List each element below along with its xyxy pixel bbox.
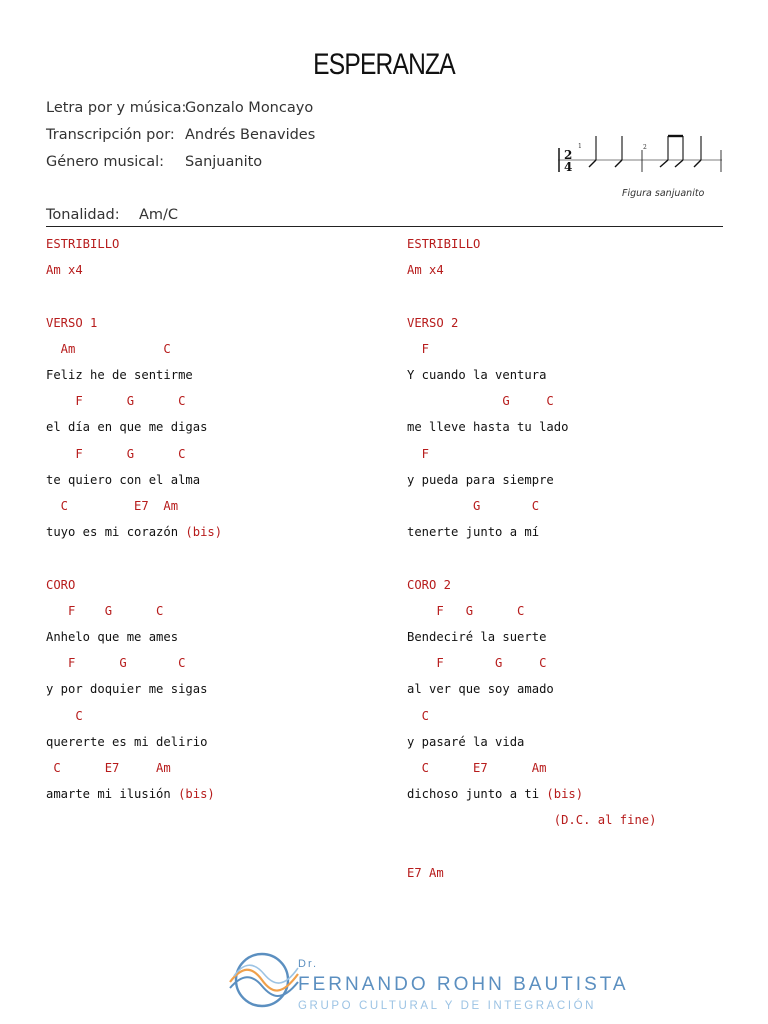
lyrics-value: Gonzalo Moncayo xyxy=(185,100,314,116)
transcription-value: Andrés Benavides xyxy=(185,127,316,143)
chord-line: F xyxy=(407,446,430,461)
lyric-line: al ver que soy amado xyxy=(407,682,554,697)
lyric-line: y pasaré la vida xyxy=(407,734,525,749)
repeat-marker: (bis) xyxy=(546,787,584,802)
lyric-line: te quiero con el alma xyxy=(46,472,201,487)
lyric-line: tuyo es mi corazón (bis) xyxy=(46,525,223,540)
repeat-marker: (bis) xyxy=(185,525,223,540)
repeat-marker: (bis) xyxy=(178,787,215,802)
logo-emblem xyxy=(228,952,300,1008)
chord-line: F G C xyxy=(46,446,186,461)
lyric-line: Bendeciré la suerte xyxy=(407,630,547,644)
chord-line: G C xyxy=(407,394,554,409)
chord-line: F G C xyxy=(46,603,164,618)
chord-line: Am C xyxy=(46,341,171,356)
chord-line: C xyxy=(407,708,430,723)
lyrics-label: Letra por y música: xyxy=(46,100,187,116)
rhythm-figure xyxy=(556,132,726,180)
chord-line: F G C xyxy=(46,394,186,409)
chord-line: VERSO 1 xyxy=(46,315,98,330)
chord-line: C E7 Am xyxy=(46,761,171,775)
key-label: Tonalidad: xyxy=(46,207,120,223)
lyric-line: amarte mi ilusión (bis) xyxy=(46,787,215,802)
lyric-line: Y cuando la ventura xyxy=(407,368,547,382)
lyric-line: tenerte junto a mí xyxy=(407,525,540,540)
lyric-line: quererte es mi delirio xyxy=(46,734,208,749)
time-signature-top: 2 xyxy=(564,148,573,162)
chord-line: (D.C. al fine) xyxy=(407,813,657,828)
lyric-line: me lleve hasta tu lado xyxy=(407,420,569,435)
lyric-line: y pueda para siempre xyxy=(407,472,554,487)
lyric-line: el día en que me digas xyxy=(46,420,208,435)
song-title: ESPERANZA xyxy=(313,48,455,81)
rhythm-caption: Figura sanjuanito xyxy=(622,188,705,199)
logo-text-subtitle: GRUPO CULTURAL Y DE INTEGRACIÓN xyxy=(298,1000,597,1012)
logo-text-dr: Dr. xyxy=(298,958,319,970)
beat-number-2: 2 xyxy=(643,144,647,151)
genre-value: Sanjuanito xyxy=(185,154,263,170)
chord-line: CORO 2 xyxy=(407,577,452,592)
lyric-line: dichoso junto a ti (bis) xyxy=(407,787,584,802)
logo-text-name: FERNANDO ROHN BAUTISTA xyxy=(298,974,629,995)
genre-label: Género musical: xyxy=(46,154,165,170)
chord-line: VERSO 2 xyxy=(407,315,459,330)
chord-line: Am x4 xyxy=(46,263,83,278)
lyric-line: Feliz he de sentirme xyxy=(46,368,193,382)
chord-line: E7 Am xyxy=(407,865,444,880)
chord-line: C xyxy=(46,708,83,723)
time-signature-bottom: 4 xyxy=(564,160,573,174)
chord-line: ESTRIBILLO xyxy=(407,237,481,251)
chord-line: F xyxy=(407,341,430,356)
chord-line: G C xyxy=(407,499,540,513)
transcription-label: Transcripción por: xyxy=(46,127,175,143)
beat-number-1: 1 xyxy=(578,143,582,150)
chord-line: ESTRIBILLO xyxy=(46,237,120,251)
chord-line: C E7 Am xyxy=(46,499,179,513)
chord-line: C E7 Am xyxy=(407,761,547,775)
chord-line: F G C xyxy=(407,656,547,671)
header-divider xyxy=(46,226,723,227)
chord-line: F G C xyxy=(46,656,186,671)
chord-line: CORO xyxy=(46,577,76,592)
chord-line: F G C xyxy=(407,603,525,618)
lyric-line: y por doquier me sigas xyxy=(46,682,208,697)
key-value: Am/C xyxy=(139,207,179,223)
lyric-line: Anhelo que me ames xyxy=(46,630,179,644)
chord-line: Am x4 xyxy=(407,263,444,278)
